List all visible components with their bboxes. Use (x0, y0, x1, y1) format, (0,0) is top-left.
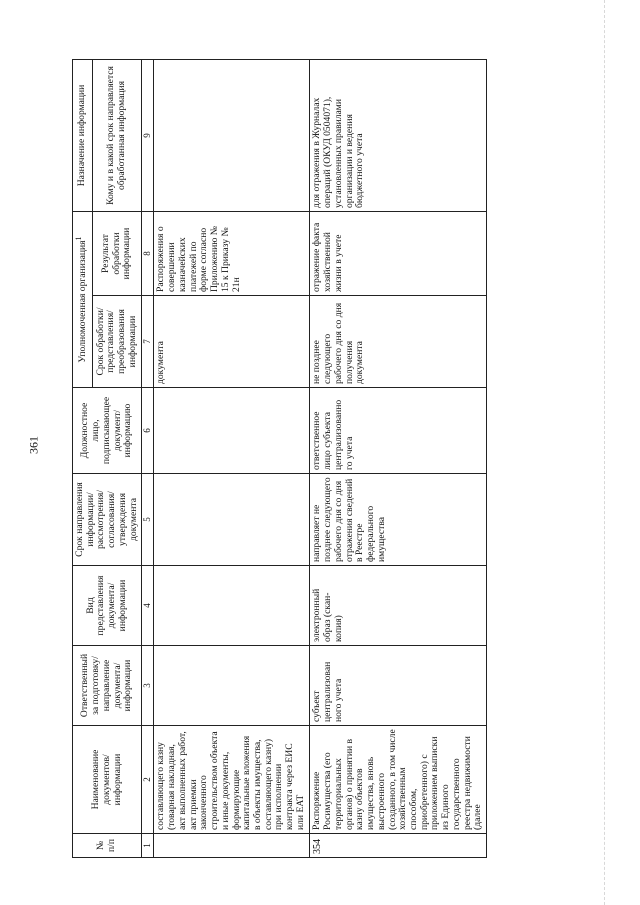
row-responsible: субъект централизован ного учета (310, 646, 487, 726)
header-purpose-group: Назначение информации (73, 60, 93, 212)
row-name: Распоряжение Росимущества (его территориальных органов) о принятии в казну объектов имущества, вновь выстроенного (созданного, в том числе хозяйственным способом, приобретенного) с приложением выписки из Единого государственного реестра недвижимости (далее (310, 726, 487, 834)
row-num (154, 834, 310, 858)
row-result: отражение факта хозяйственной жизни в учете (310, 212, 487, 296)
column-number: 6 (142, 388, 154, 474)
row-result: Распоряжения о совершении казначейских платежей по форме согласно Приложению № 15 к Приказу № 21н (154, 212, 310, 296)
row-kind: электронный образ (скан-копия) (310, 566, 487, 646)
column-number: 9 (142, 60, 154, 212)
row-deadline (154, 474, 310, 566)
header-recipient: Кому и в какой срок направляется обработанная информация (92, 60, 142, 212)
header-authorized-group-label: Уполномоченная организация (77, 240, 89, 363)
row-recipient (154, 60, 310, 212)
header-processing-deadline: Срок обработки/ представления/ преобразования информации (92, 296, 142, 388)
column-number: 8 (142, 212, 154, 296)
row-num: 354 (310, 834, 487, 858)
row-name: составляющего казну (товарная накладная, акт выполненных работ, акт приемки законченного строительством объекта и иные документы, формирующие капитальные вложения в объекты имущества, составляющего казну) при исполнении контракта через ЕИС или ЕАТ (154, 726, 310, 834)
row-recipient: для отражения в Журналах операций (ОКУД 0504071), установленных правилами организации и ведения бюджетного учета (310, 60, 487, 212)
column-number: 5 (142, 474, 154, 566)
row-official: ответственное лицо субъекта централизованно го учета (310, 388, 487, 474)
document-table (72, 59, 487, 858)
footnote-mark: 1 (74, 236, 84, 241)
rotated-page-content (72, 60, 640, 858)
row-processing-deadline: документа (154, 296, 310, 388)
column-number: 1 (142, 834, 154, 858)
row-official (154, 388, 310, 474)
column-number: 7 (142, 296, 154, 388)
header-official: Должностное лицо, подписывающее документ/ информацию (73, 388, 142, 474)
table-row (310, 60, 487, 858)
header-result: Результат обработки информации (92, 212, 142, 296)
column-number: 4 (142, 566, 154, 646)
header-num: № п/п (73, 834, 142, 858)
row-responsible (154, 646, 310, 726)
column-numbers-row (142, 60, 154, 858)
column-number: 2 (142, 726, 154, 834)
row-deadline: направляет не позднее следующего рабочего дня со дня отражения сведений в Реестре федерального имущества (310, 474, 487, 566)
header-kind: Вид представления документа/ информации (73, 566, 142, 646)
header-deadline: Срок направления информации/ рассмотрения/ согласования/ утверждения документа (73, 474, 142, 566)
table-row (154, 60, 310, 858)
column-number: 3 (142, 646, 154, 726)
header-responsible: Ответственный за подготовку/ направление документа/ информации (73, 646, 142, 726)
page-number: 361 (26, 436, 41, 454)
header-name: Наименование документов/ информации (73, 726, 142, 834)
row-processing-deadline: не позднее следующего рабочего дня со дня получения документа (310, 296, 487, 388)
row-kind (154, 566, 310, 646)
header-authorized-group (73, 212, 93, 388)
